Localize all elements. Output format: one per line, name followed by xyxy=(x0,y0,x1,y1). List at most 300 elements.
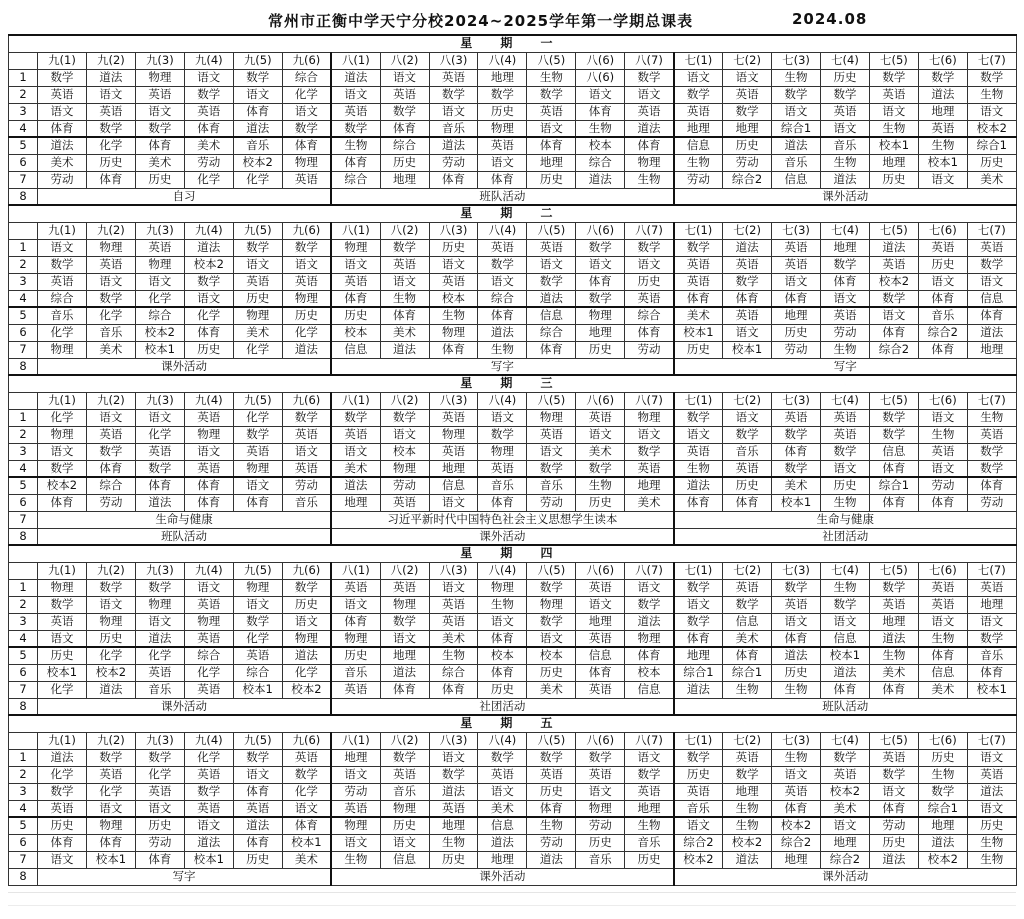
subject-cell: 地理 xyxy=(576,324,625,341)
period-number: 5 xyxy=(9,137,38,154)
subject-cell: 生物 xyxy=(576,477,625,494)
subject-cell: 英语 xyxy=(625,783,674,800)
subject-cell: 历史 xyxy=(86,630,135,647)
subject-cell: 体育 xyxy=(282,817,331,834)
period-row xyxy=(9,851,1017,868)
class-header: 八(5) xyxy=(527,222,576,239)
subject-cell: 语文 xyxy=(38,851,87,868)
schedule-table xyxy=(8,34,1017,886)
subject-cell: 道法 xyxy=(918,86,967,103)
subject-cell: 英语 xyxy=(184,766,233,783)
subject-cell: 语文 xyxy=(380,630,429,647)
subject-cell: 语文 xyxy=(135,273,184,290)
subject-cell: 历史 xyxy=(967,817,1016,834)
class-header: 七(7) xyxy=(967,732,1016,749)
subject-cell: 语文 xyxy=(674,817,723,834)
subject-cell: 物理 xyxy=(38,579,87,596)
subject-cell: 体育 xyxy=(86,460,135,477)
subject-cell: 物理 xyxy=(86,239,135,256)
subject-cell: 语文 xyxy=(576,256,625,273)
subject-cell: 体育 xyxy=(625,324,674,341)
subject-cell: 劳动 xyxy=(282,477,331,494)
subject-cell: 数学 xyxy=(967,460,1016,477)
period-number: 4 xyxy=(9,120,38,137)
subject-cell: 综合1 xyxy=(674,664,723,681)
class-header: 七(4) xyxy=(821,562,870,579)
subject-cell: 英语 xyxy=(869,749,918,766)
subject-cell: 综合1 xyxy=(967,137,1016,154)
subject-cell: 语文 xyxy=(233,477,282,494)
subject-cell: 化学 xyxy=(86,307,135,324)
subject-cell: 化学 xyxy=(86,647,135,664)
class-header: 九(5) xyxy=(233,732,282,749)
class-header: 七(1) xyxy=(674,562,723,579)
activity-row xyxy=(9,698,1017,715)
subject-cell: 地理 xyxy=(674,647,723,664)
subject-cell: 校本2 xyxy=(967,120,1016,137)
period-row xyxy=(9,290,1017,307)
class-header: 八(3) xyxy=(429,52,478,69)
subject-cell: 道法 xyxy=(674,477,723,494)
subject-cell: 校本2 xyxy=(674,851,723,868)
subject-cell: 校本1 xyxy=(135,341,184,358)
subject-cell: 英语 xyxy=(233,800,282,817)
subject-cell: 英语 xyxy=(429,613,478,630)
subject-cell: 劳动 xyxy=(380,477,429,494)
day-header-row xyxy=(9,545,1017,562)
subject-cell: 道法 xyxy=(233,120,282,137)
class-header: 八(3) xyxy=(429,392,478,409)
subject-cell: 劳动 xyxy=(674,171,723,188)
subject-cell: 历史 xyxy=(135,817,184,834)
class-header: 九(3) xyxy=(135,392,184,409)
subject-cell: 信息 xyxy=(967,290,1016,307)
subject-cell: 语文 xyxy=(233,256,282,273)
activity-cell: 课外活动 xyxy=(331,868,674,885)
class-header: 七(4) xyxy=(821,52,870,69)
class-header: 七(7) xyxy=(967,222,1016,239)
day-name: 星 期 一 xyxy=(9,35,1017,52)
subject-cell: 语文 xyxy=(674,596,723,613)
subject-cell: 英语 xyxy=(380,86,429,103)
subject-cell: 生物 xyxy=(429,834,478,851)
subject-cell: 地理 xyxy=(723,783,772,800)
subject-cell: 化学 xyxy=(38,681,87,698)
subject-cell: 体育 xyxy=(86,834,135,851)
subject-cell: 美术 xyxy=(184,137,233,154)
subject-cell: 数学 xyxy=(772,426,821,443)
subject-cell: 历史 xyxy=(38,817,87,834)
subject-cell: 劳动 xyxy=(723,154,772,171)
subject-cell: 信息 xyxy=(478,817,527,834)
period-number: 8 xyxy=(9,868,38,885)
subject-cell: 历史 xyxy=(429,851,478,868)
subject-cell: 英语 xyxy=(967,426,1016,443)
subject-cell: 英语 xyxy=(478,460,527,477)
period-row xyxy=(9,273,1017,290)
subject-cell: 体育 xyxy=(772,290,821,307)
subject-cell: 体育 xyxy=(429,681,478,698)
subject-cell: 生物 xyxy=(723,800,772,817)
subject-cell: 劳动 xyxy=(86,494,135,511)
subject-cell: 英语 xyxy=(38,800,87,817)
activity-cell: 社团活动 xyxy=(331,698,674,715)
subject-cell: 美术 xyxy=(625,494,674,511)
subject-cell: 体育 xyxy=(527,137,576,154)
subject-cell: 英语 xyxy=(38,273,87,290)
subject-cell: 道法 xyxy=(723,239,772,256)
subject-cell: 语文 xyxy=(331,256,380,273)
subject-cell: 语文 xyxy=(233,86,282,103)
period-number: 4 xyxy=(9,290,38,307)
subject-cell: 语文 xyxy=(38,239,87,256)
period-number: 7 xyxy=(9,681,38,698)
subject-cell: 历史 xyxy=(723,137,772,154)
subject-cell: 语文 xyxy=(967,273,1016,290)
subject-cell: 音乐 xyxy=(380,783,429,800)
subject-cell: 历史 xyxy=(674,341,723,358)
subject-cell: 音乐 xyxy=(331,664,380,681)
subject-cell: 英语 xyxy=(478,137,527,154)
subject-cell: 体育 xyxy=(674,290,723,307)
subject-cell: 综合 xyxy=(184,647,233,664)
subject-cell: 体育 xyxy=(918,647,967,664)
subject-cell: 劳动 xyxy=(38,171,87,188)
subject-cell: 物理 xyxy=(282,290,331,307)
subject-cell: 语文 xyxy=(527,120,576,137)
subject-cell: 体育 xyxy=(772,443,821,460)
subject-cell: 校本 xyxy=(429,290,478,307)
subject-cell: 化学 xyxy=(184,664,233,681)
subject-cell: 劳动 xyxy=(135,834,184,851)
subject-cell: 物理 xyxy=(625,630,674,647)
subject-cell: 英语 xyxy=(184,460,233,477)
subject-cell: 数学 xyxy=(625,69,674,86)
subject-cell: 校本2 xyxy=(918,851,967,868)
subject-cell: 语文 xyxy=(869,783,918,800)
class-header: 九(3) xyxy=(135,562,184,579)
subject-cell: 数学 xyxy=(135,579,184,596)
subject-cell: 综合1 xyxy=(918,800,967,817)
subject-cell: 地理 xyxy=(674,120,723,137)
subject-cell: 英语 xyxy=(821,307,870,324)
period-number: 3 xyxy=(9,273,38,290)
subject-cell: 音乐 xyxy=(967,647,1016,664)
subject-cell: 道法 xyxy=(625,120,674,137)
subject-cell: 历史 xyxy=(772,324,821,341)
class-header: 七(6) xyxy=(918,732,967,749)
subject-cell: 历史 xyxy=(967,154,1016,171)
subject-cell: 物理 xyxy=(233,460,282,477)
subject-cell: 生物 xyxy=(918,137,967,154)
subject-cell: 体育 xyxy=(723,290,772,307)
subject-cell: 数学 xyxy=(821,596,870,613)
class-header: 八(4) xyxy=(478,392,527,409)
subject-cell: 物理 xyxy=(527,409,576,426)
subject-cell: 劳动 xyxy=(527,494,576,511)
subject-cell: 英语 xyxy=(282,171,331,188)
subject-cell: 体育 xyxy=(331,613,380,630)
subject-cell: 语文 xyxy=(282,103,331,120)
subject-cell: 英语 xyxy=(527,766,576,783)
class-header: 九(6) xyxy=(282,732,331,749)
subject-cell: 道法 xyxy=(233,817,282,834)
period-row xyxy=(9,834,1017,851)
class-header: 八(2) xyxy=(380,562,429,579)
subject-cell: 综合2 xyxy=(723,171,772,188)
subject-cell: 美术 xyxy=(429,630,478,647)
period-number: 6 xyxy=(9,154,38,171)
subject-cell: 语文 xyxy=(527,443,576,460)
subject-cell: 化学 xyxy=(38,409,87,426)
subject-cell: 生物 xyxy=(772,69,821,86)
subject-cell: 道法 xyxy=(478,834,527,851)
subject-cell: 英语 xyxy=(233,443,282,460)
subject-cell: 物理 xyxy=(331,239,380,256)
subject-cell: 体育 xyxy=(429,171,478,188)
subject-cell: 英语 xyxy=(38,86,87,103)
subject-cell: 校本1 xyxy=(772,494,821,511)
subject-cell: 物理 xyxy=(478,443,527,460)
subject-cell: 数学 xyxy=(674,579,723,596)
subject-cell: 校本2 xyxy=(86,664,135,681)
subject-cell: 语文 xyxy=(184,290,233,307)
subject-cell: 语文 xyxy=(135,103,184,120)
period-number: 2 xyxy=(9,766,38,783)
subject-cell: 物理 xyxy=(331,630,380,647)
subject-cell: 数学 xyxy=(723,766,772,783)
subject-cell: 体育 xyxy=(429,341,478,358)
subject-cell: 历史 xyxy=(576,834,625,851)
subject-cell: 音乐 xyxy=(429,120,478,137)
subject-cell: 历史 xyxy=(674,766,723,783)
subject-cell: 物理 xyxy=(625,409,674,426)
subject-cell: 数学 xyxy=(674,409,723,426)
subject-cell: 劳动 xyxy=(625,341,674,358)
subject-cell: 化学 xyxy=(86,783,135,800)
subject-cell: 语文 xyxy=(282,800,331,817)
subject-cell: 物理 xyxy=(429,426,478,443)
subject-cell: 校本1 xyxy=(86,851,135,868)
subject-cell: 生物 xyxy=(527,817,576,834)
class-header: 八(6) xyxy=(576,52,625,69)
subject-cell: 历史 xyxy=(723,477,772,494)
subject-cell: 数学 xyxy=(967,256,1016,273)
subject-cell: 数学 xyxy=(576,239,625,256)
subject-cell: 历史 xyxy=(918,256,967,273)
subject-cell: 历史 xyxy=(380,154,429,171)
subject-cell: 音乐 xyxy=(527,477,576,494)
subject-cell: 英语 xyxy=(478,766,527,783)
class-header: 八(3) xyxy=(429,732,478,749)
subject-cell: 信息 xyxy=(918,664,967,681)
subject-cell: 体育 xyxy=(723,494,772,511)
subject-cell: 语文 xyxy=(821,290,870,307)
subject-cell: 生物 xyxy=(918,426,967,443)
day-header-row xyxy=(9,715,1017,732)
subject-cell: 语文 xyxy=(772,766,821,783)
class-header: 八(2) xyxy=(380,222,429,239)
subject-cell: 道法 xyxy=(331,69,380,86)
subject-cell: 数学 xyxy=(233,239,282,256)
day-header-row xyxy=(9,205,1017,222)
class-header: 八(3) xyxy=(429,562,478,579)
class-header: 七(5) xyxy=(869,222,918,239)
period-row xyxy=(9,324,1017,341)
subject-cell: 数学 xyxy=(821,443,870,460)
class-header: 七(5) xyxy=(869,392,918,409)
subject-cell: 数学 xyxy=(723,273,772,290)
period-number: 7 xyxy=(9,511,38,528)
subject-cell: 英语 xyxy=(331,426,380,443)
subject-cell: 道法 xyxy=(723,851,772,868)
subject-cell: 信息 xyxy=(772,171,821,188)
subject-cell: 劳动 xyxy=(821,324,870,341)
subject-cell: 数学 xyxy=(478,426,527,443)
period-row xyxy=(9,307,1017,324)
subject-cell: 校本1 xyxy=(869,137,918,154)
subject-cell: 地理 xyxy=(772,851,821,868)
subject-cell: 语文 xyxy=(86,86,135,103)
subject-cell: 化学 xyxy=(135,426,184,443)
subject-cell: 物理 xyxy=(184,426,233,443)
subject-cell: 语文 xyxy=(380,834,429,851)
period-row xyxy=(9,511,1017,528)
class-header: 七(3) xyxy=(772,562,821,579)
subject-cell: 英语 xyxy=(576,579,625,596)
subject-cell: 数学 xyxy=(38,256,87,273)
subject-cell: 地理 xyxy=(625,477,674,494)
subject-cell: 化学 xyxy=(86,137,135,154)
subject-cell: 生物 xyxy=(576,120,625,137)
subject-cell: 道法 xyxy=(184,239,233,256)
subject-cell: 道法 xyxy=(429,783,478,800)
subject-cell: 数学 xyxy=(135,749,184,766)
subject-cell: 英语 xyxy=(282,426,331,443)
subject-cell: 美术 xyxy=(821,800,870,817)
subject-cell: 生物 xyxy=(821,494,870,511)
subject-cell: 音乐 xyxy=(821,137,870,154)
subject-cell: 历史 xyxy=(331,307,380,324)
subject-cell: 英语 xyxy=(380,494,429,511)
subject-cell: 语文 xyxy=(625,749,674,766)
subject-cell: 美术 xyxy=(527,681,576,698)
class-header: 七(2) xyxy=(723,52,772,69)
period-number: 4 xyxy=(9,460,38,477)
subject-cell: 校本2 xyxy=(869,273,918,290)
subject-cell: 综合 xyxy=(429,664,478,681)
subject-cell: 生物 xyxy=(967,409,1016,426)
class-header: 九(1) xyxy=(38,392,87,409)
subject-cell: 生物 xyxy=(918,630,967,647)
subject-cell: 数学 xyxy=(625,239,674,256)
subject-cell: 英语 xyxy=(429,273,478,290)
subject-cell: 英语 xyxy=(576,681,625,698)
subject-cell: 语文 xyxy=(576,426,625,443)
subject-cell: 数学 xyxy=(380,239,429,256)
class-header: 八(6) xyxy=(576,732,625,749)
row-number-header xyxy=(9,222,38,239)
subject-cell: 地理 xyxy=(331,749,380,766)
subject-cell: 体育 xyxy=(625,137,674,154)
subject-cell: 综合1 xyxy=(723,664,772,681)
subject-cell: 体育 xyxy=(527,341,576,358)
subject-cell: 语文 xyxy=(429,103,478,120)
sheet-grid-line xyxy=(8,905,1016,906)
subject-cell: 生物 xyxy=(772,749,821,766)
subject-cell: 英语 xyxy=(674,103,723,120)
subject-cell: 体育 xyxy=(918,494,967,511)
subject-cell: 体育 xyxy=(674,494,723,511)
day-name: 星 期 二 xyxy=(9,205,1017,222)
subject-cell: 校本1 xyxy=(38,664,87,681)
subject-cell: 英语 xyxy=(723,86,772,103)
subject-cell: 地理 xyxy=(723,120,772,137)
subject-cell: 历史 xyxy=(625,273,674,290)
subject-cell: 体育 xyxy=(478,494,527,511)
period-number: 3 xyxy=(9,103,38,120)
subject-cell: 数学 xyxy=(918,69,967,86)
subject-cell: 英语 xyxy=(918,120,967,137)
class-header: 九(6) xyxy=(282,222,331,239)
subject-cell: 数学 xyxy=(184,783,233,800)
subject-cell: 语文 xyxy=(380,69,429,86)
subject-cell: 英语 xyxy=(184,596,233,613)
activity-row xyxy=(9,188,1017,205)
schedule-date: 2024.08 xyxy=(792,10,868,28)
subject-cell: 英语 xyxy=(429,409,478,426)
class-header: 九(5) xyxy=(233,52,282,69)
subject-cell: 数学 xyxy=(527,613,576,630)
subject-cell: 英语 xyxy=(918,443,967,460)
period-number: 1 xyxy=(9,69,38,86)
class-header: 八(1) xyxy=(331,222,380,239)
class-header: 七(4) xyxy=(821,732,870,749)
class-header: 七(6) xyxy=(918,392,967,409)
subject-cell: 历史 xyxy=(184,341,233,358)
subject-cell: 英语 xyxy=(282,273,331,290)
subject-cell: 英语 xyxy=(331,681,380,698)
row-number-header xyxy=(9,562,38,579)
subject-cell: 物理 xyxy=(38,341,87,358)
activity-cell: 自习 xyxy=(38,188,332,205)
class-header: 八(7) xyxy=(625,732,674,749)
subject-cell: 物理 xyxy=(380,800,429,817)
period-row xyxy=(9,630,1017,647)
period-number: 7 xyxy=(9,851,38,868)
subject-cell: 化学 xyxy=(282,664,331,681)
subject-cell: 语文 xyxy=(331,766,380,783)
subject-cell: 劳动 xyxy=(576,817,625,834)
class-header: 九(2) xyxy=(86,562,135,579)
subject-cell: 物理 xyxy=(135,69,184,86)
subject-cell: 物理 xyxy=(282,630,331,647)
subject-cell: 英语 xyxy=(967,766,1016,783)
class-header: 七(2) xyxy=(723,562,772,579)
subject-cell: 地理 xyxy=(331,494,380,511)
class-header: 八(5) xyxy=(527,732,576,749)
subject-cell: 美术 xyxy=(86,341,135,358)
subject-cell: 音乐 xyxy=(674,800,723,817)
subject-cell: 英语 xyxy=(869,596,918,613)
subject-cell: 生物 xyxy=(821,579,870,596)
subject-cell: 体育 xyxy=(869,324,918,341)
subject-cell: 数学 xyxy=(38,69,87,86)
class-header: 九(3) xyxy=(135,222,184,239)
subject-cell: 语文 xyxy=(967,749,1016,766)
subject-cell: 信息 xyxy=(429,477,478,494)
subject-cell: 综合1 xyxy=(869,477,918,494)
